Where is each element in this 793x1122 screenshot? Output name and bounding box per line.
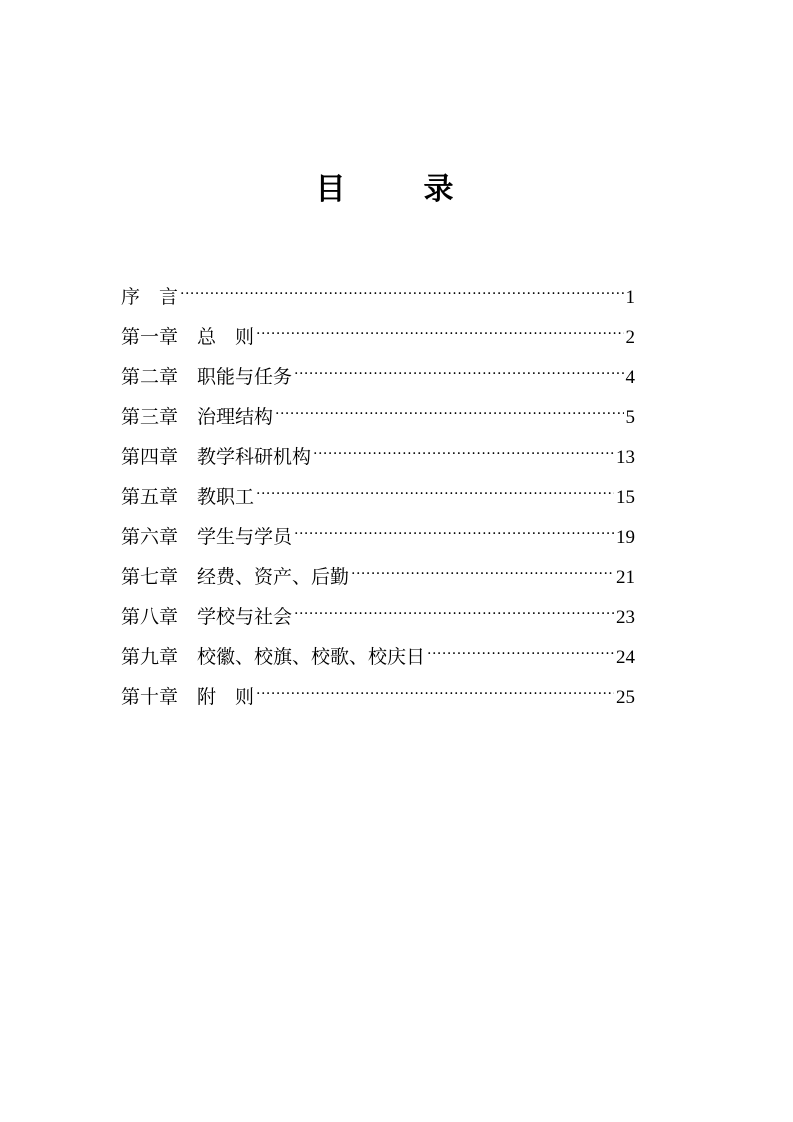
toc-entry-page: 21 [616, 567, 635, 588]
dot-leader [275, 391, 623, 423]
toc-entry-title: 学校与社会 [197, 606, 293, 628]
toc-entry-heading [121, 401, 273, 433]
toc-entry-number: 第九章 [121, 646, 179, 668]
toc-entry-title: 教职工 [197, 486, 255, 508]
toc-entry-heading [121, 641, 425, 673]
toc-entry-chapter-7[interactable] [121, 551, 635, 591]
toc-entry-chapter-3[interactable] [121, 391, 635, 431]
toc-entry-number: 第七章 [121, 566, 179, 588]
toc-entry-chapter-6[interactable] [121, 511, 635, 551]
toc-entry-title: 治理结构 [197, 406, 274, 428]
toc-entry-chapter-10[interactable] [121, 671, 635, 711]
toc-entry-number: 第八章 [121, 606, 179, 628]
toc-entry-title: 学生与学员 [197, 526, 293, 548]
toc-entry-page: 5 [625, 407, 635, 428]
toc-entry-title: 附 则 [197, 686, 255, 708]
toc-entry-page: 25 [616, 687, 635, 708]
toc-entry-number: 第五章 [121, 486, 179, 508]
toc-entry-heading [121, 561, 349, 593]
toc-entry-page: 19 [616, 527, 635, 548]
toc-entry-chapter-5[interactable] [121, 471, 635, 511]
dot-leader [351, 551, 614, 583]
toc-entry-page: 1 [625, 287, 635, 308]
dot-leader [313, 431, 614, 463]
dot-leader [294, 511, 614, 543]
toc-entry-page: 2 [625, 327, 635, 348]
dot-leader [256, 471, 614, 503]
toc-entry-number: 第四章 [121, 446, 179, 468]
toc-entry-chapter-9[interactable] [121, 631, 635, 671]
toc-entry-number: 第三章 [121, 406, 179, 428]
dot-leader [294, 351, 623, 383]
toc-entry-chapter-1[interactable] [121, 311, 635, 351]
toc-entry-heading [121, 481, 254, 513]
toc-entry-heading [121, 601, 292, 633]
toc-entry-page: 15 [616, 487, 635, 508]
table-of-contents [121, 271, 635, 711]
toc-entry-heading [121, 361, 292, 393]
toc-entry-page: 24 [616, 647, 635, 668]
toc-entry-title: 校徽、校旗、校歌、校庆日 [197, 646, 426, 668]
toc-entry-heading [121, 441, 311, 473]
toc-entry-chapter-4[interactable] [121, 431, 635, 471]
toc-entry-heading [121, 521, 292, 553]
toc-entry-page: 13 [616, 447, 635, 468]
toc-entry-page: 23 [616, 607, 635, 628]
toc-entry-title: 序 言 [121, 286, 179, 308]
toc-entry-heading [121, 681, 254, 713]
dot-leader [256, 671, 614, 703]
toc-entry-title: 职能与任务 [197, 366, 293, 388]
toc-title: 目 录 [315, 172, 478, 207]
toc-entry-preface[interactable] [121, 271, 635, 311]
toc-entry-title: 教学科研机构 [197, 446, 312, 468]
dot-leader [427, 631, 614, 663]
dot-leader [256, 311, 623, 343]
toc-entry-heading [121, 281, 178, 313]
toc-entry-title: 总 则 [197, 326, 255, 348]
toc-entry-number: 第六章 [121, 526, 179, 548]
toc-entry-number: 第十章 [121, 686, 179, 708]
toc-entry-page: 4 [625, 367, 635, 388]
toc-entry-number: 第二章 [121, 366, 179, 388]
toc-entry-title: 经费、资产、后勤 [197, 566, 350, 588]
toc-entry-chapter-2[interactable] [121, 351, 635, 391]
toc-entry-chapter-8[interactable] [121, 591, 635, 631]
toc-entry-number: 第一章 [121, 326, 179, 348]
dot-leader [294, 591, 614, 623]
toc-entry-heading [121, 321, 254, 353]
dot-leader [180, 271, 623, 303]
